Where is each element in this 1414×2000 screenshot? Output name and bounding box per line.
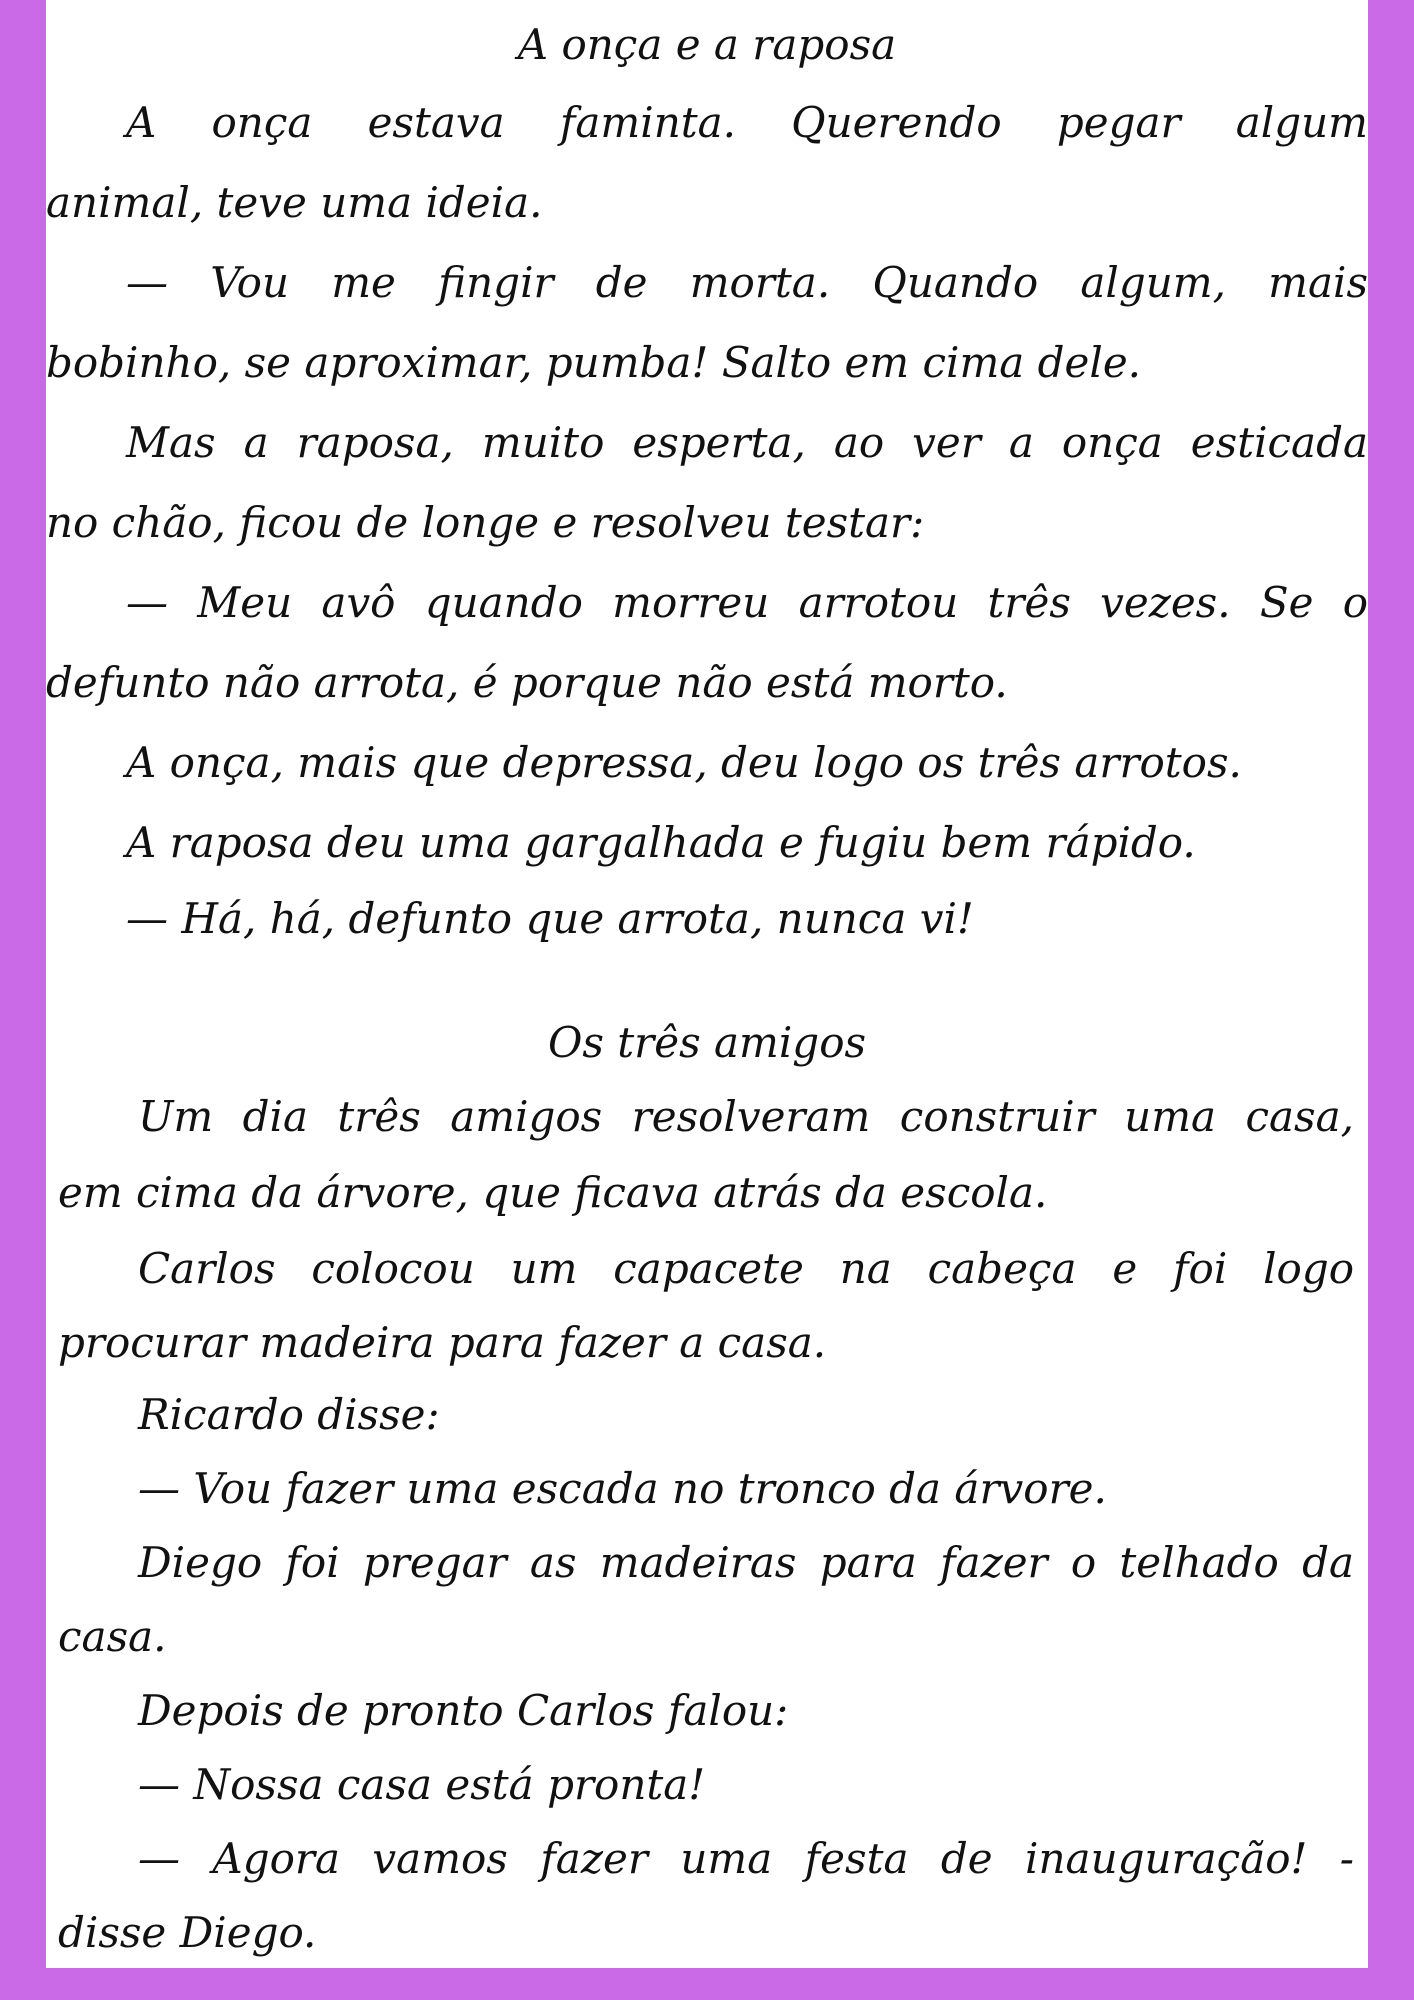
story-line: — Vou me fingir de morta. Quando algum, mais [126, 258, 1368, 307]
story-line: no chão, ficou de longe e resolveu testar: [46, 498, 925, 547]
story-line: disse Diego. [58, 1908, 317, 1957]
story-line: — Agora vamos fazer uma festa de inauguração! - [138, 1834, 1354, 1883]
story-line: casa. [58, 1612, 167, 1661]
story-line: — Nossa casa está pronta! [138, 1760, 706, 1809]
story-line: Ricardo disse: [138, 1390, 440, 1439]
story-line: — Há, há, defunto que arrota, nunca vi! [126, 894, 974, 943]
story-line: — Vou fazer uma escada no tronco da árvore. [138, 1464, 1107, 1513]
story-line: Diego foi pregar as madeiras para fazer o telhado da [138, 1538, 1354, 1587]
story-line: A onça estava faminta. Querendo pegar algum [126, 98, 1368, 147]
story-line: bobinho, se aproximar, pumba! Salto em cima dele. [46, 338, 1142, 387]
story-line: A raposa deu uma gargalhada e fugiu bem rápido. [126, 818, 1196, 867]
story-line: Carlos colocou um capacete na cabeça e foi logo [138, 1244, 1354, 1293]
story-line: em cima da árvore, que ficava atrás da escola. [58, 1168, 1048, 1217]
story-line: Mas a raposa, muito esperta, ao ver a onça esticada [126, 418, 1368, 467]
story-line: procurar madeira para fazer a casa. [58, 1318, 827, 1367]
story-title: Os três amigos [547, 1018, 867, 1067]
story-tres-amigos [46, 0, 1368, 1968]
story-title: A onça e a raposa [517, 20, 897, 69]
story-line: animal, teve uma ideia. [46, 178, 543, 227]
story-line: — Meu avô quando morreu arrotou três vezes. Se o [126, 578, 1368, 627]
worksheet-page [46, 0, 1368, 1968]
story-line: Depois de pronto Carlos falou: [138, 1686, 789, 1735]
story-line: Um dia três amigos resolveram construir uma casa, [138, 1092, 1354, 1141]
story-line: A onça, mais que depressa, deu logo os três arrotos. [126, 738, 1242, 787]
story-line: defunto não arrota, é porque não está morto. [46, 658, 1008, 707]
